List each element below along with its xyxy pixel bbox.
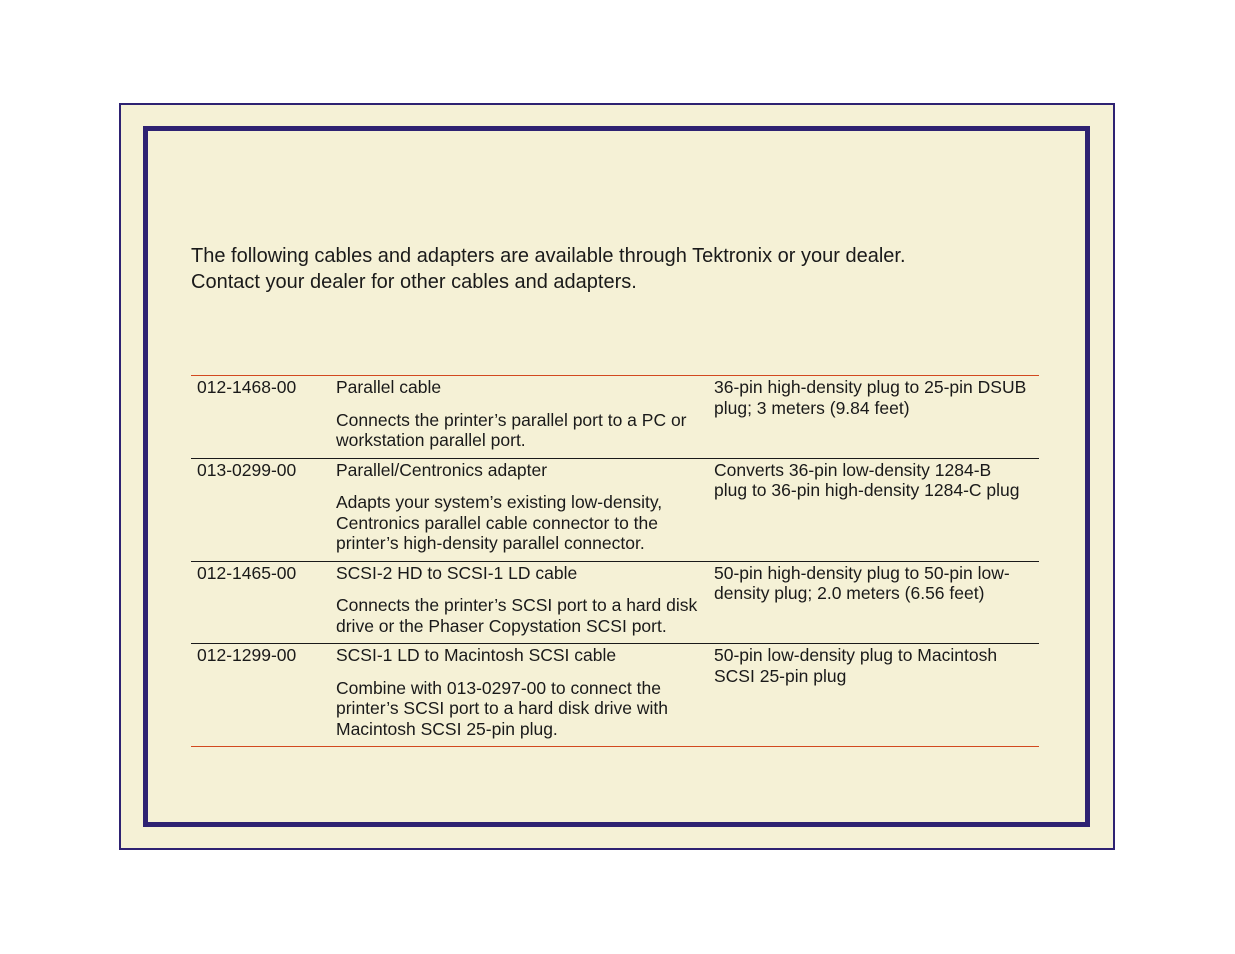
- cable-spec: 50-pin low-density plug to Macintosh SCSI 25-pin plug: [714, 645, 998, 686]
- intro-paragraph: [191, 243, 1051, 295]
- table-row: [191, 376, 1039, 458]
- cable-description: [336, 377, 714, 451]
- cable-spec: 50-pin high-density plug to 50-pin low-density plug; 2.0 meters (6.56 feet): [714, 562, 1010, 603]
- part-number: 013-0299-00: [197, 459, 297, 480]
- cable-name: Parallel/Centronics adapter: [336, 459, 548, 480]
- part-number: 012-1465-00: [197, 562, 297, 583]
- cable-description: [336, 460, 714, 554]
- table-row: [191, 561, 1039, 644]
- cable-description: [336, 645, 714, 739]
- table-row: [191, 643, 1039, 746]
- part-number: 012-1299-00: [197, 645, 297, 665]
- cable-name: SCSI-1 LD to Macintosh SCSI cable: [336, 645, 617, 665]
- cable-name: Parallel cable: [336, 377, 442, 397]
- cable-detail: Combine with 013-0297-00 to connect the printer’s SCSI port to a hard disk drive with Macintosh SCSI 25-pin plug.: [336, 677, 668, 739]
- cable-detail: Connects the printer’s SCSI port to a hard disk drive or the Phaser Copystation SCSI port.: [336, 595, 698, 636]
- cable-spec: Converts 36-pin low-density 1284-B plug to 36-pin high-density 1284-C plug: [714, 459, 1020, 500]
- part-number: 012-1468-00: [197, 377, 297, 397]
- cable-name: SCSI-2 HD to SCSI-1 LD cable: [336, 562, 578, 583]
- cable-detail: Adapts your system’s existing low-density, Centronics parallel cable connector to the printer’s high-density parallel connector.: [336, 492, 663, 553]
- intro-line-1: The following cables and adapters are available through Tektronix or your dealer.: [191, 245, 906, 267]
- cable-detail: Connects the printer’s parallel port to a PC or workstation parallel port.: [336, 409, 687, 450]
- cable-spec: 36-pin high-density plug to 25-pin DSUB plug; 3 meters (9.84 feet): [714, 377, 1027, 418]
- cable-description: [336, 563, 714, 637]
- table-row: [191, 458, 1039, 561]
- intro-line-2: Contact your dealer for other cables and adapters.: [191, 271, 637, 293]
- cables-table: [191, 375, 1039, 747]
